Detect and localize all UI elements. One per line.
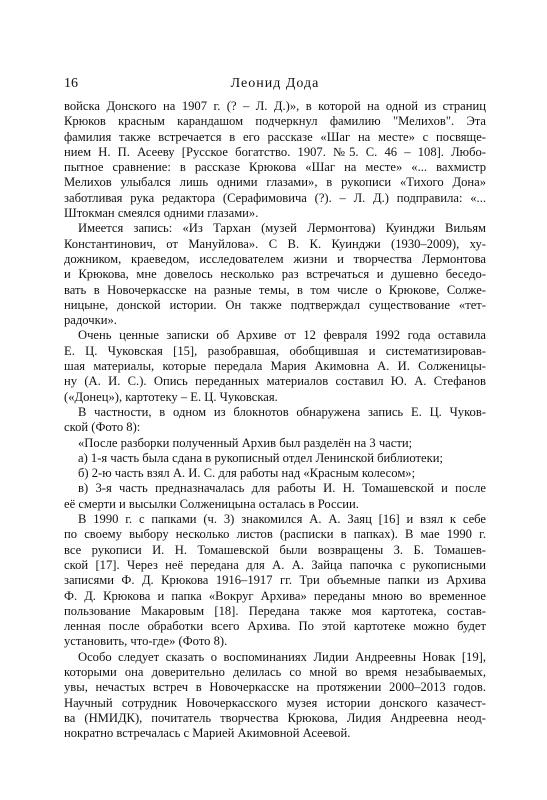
text-line: нократно встречалась с Марией Акимовной Асеевой. [64,726,351,741]
text-line: её смерти и высылки Солженицына осталась в России. [64,496,359,511]
text-line: увы, нечастых встреч в Новочеркасске на протяжении 2000–2013 годов. [64,680,486,695]
text-line: Е. Ц. Чуковская [15], разобравшая, обобщившая и систематизировав- [64,343,486,358]
text-line: записями Ф. Д. Крюкова 1916–1917 гг. Три объемные папки из Архива [64,573,486,588]
text-line: ну (А. И. С.). Опись переданных материалов составил Ю. А. Стефанов [64,374,486,389]
page-number: 16 [64,76,78,91]
text-line: Константинович, от Мануйлова». С В. К. Куинджи (1930–2009), ху- [64,236,486,251]
text-line: Мелихов улыбался лишь одними глазами», в рукописи «Тихого Дона» [64,175,486,190]
text-line: пользование Макаровым [18]. Передана также моя картотека, состав- [64,603,486,618]
text-line: Научный сотрудник Новочеркасского музея истории донского казачест- [64,695,486,710]
text-line: б) 2-ю часть взял А. И. С. для работы над «Красным колесом»; [78,466,416,481]
paragraph [64,436,486,512]
paragraph [64,512,486,650]
text-line: Имеется запись: «Из Тархан (музей Лермонтова) Куинджи Вильям [78,221,486,236]
text-line: ской (Фото 8): [64,420,141,435]
text-line: «После разборки полученный Архив был разделён на 3 части; [78,435,413,450]
page-header [64,76,486,96]
book-page [64,76,486,741]
text-line: радочки». [64,313,117,328]
paragraph [64,221,486,328]
text-line: ницыне, донской истории. Он также подтверждал существование «тет- [64,297,486,312]
paragraph [64,99,486,221]
text-line: Очень ценные записки об Архиве от 12 февраля 1992 года оставила [78,328,486,343]
paragraph [64,650,486,742]
text-line: войска Донского на 1907 г. (? – Л. Д.)», в которой на одной из страниц [64,99,486,113]
text-line: шая материалы, которые передала Мария Акимовна А. И. Солженицы- [64,359,486,374]
text-line: все рукописи И. Н. Томашевской были возвращены З. Б. Томашев- [64,542,486,557]
text-line: Ф. Д. Крюкова и папка «Вокруг Архива» переданы мною во временное [64,588,486,603]
text-line: вать в Новочеркасске на разные темы, в том числе о Крюкове, Солже- [64,282,486,297]
text-line: ва (НМИДК), почитатель творчества Крюкова, Лидия Андреевна неод- [64,710,486,725]
paragraph [64,328,486,404]
text-line: В 1990 г. с папками (ч. 3) знакомился А. А. Заяц [16] и взял к себе [78,512,486,527]
text-line: Штокман смеялся одними глазами». [64,206,259,221]
text-line: фамилия также встречается в его рассказе «Шаг на месте» с посвяще- [64,129,486,144]
text-line: ской [17]. Через неё передана для А. А. Зайца папочка с рукописными [64,557,486,572]
text-line: Крюков красным карандашом подчеркнул фамилию "Мелихов". Эта [64,114,486,129]
text-line: Особо следует сказать о воспоминаниях Лидии Андреевны Новак [19], [78,649,486,664]
text-line: пытное сравнение: в рассказе Крюкова «Шаг на месте» «... вахмистр [64,160,486,175]
text-line: и Крюкова, мне довелось несколько раз встречаться и душевно беседо- [64,267,486,282]
text-line: («Донец»), картотеку – Е. Ц. Чуковская. [64,389,278,404]
text-line: по своему выбору несколько листов (расписки в папках). В мае 1990 г. [64,527,486,542]
text-line: нием Н. П. Асееву [Русское богатство. 1907. №5. С. 46 – 108]. Любо- [64,144,486,159]
text-line: установить, что-где» (Фото 8). [64,634,228,649]
running-title: Леонид Дода [230,76,320,91]
text-line: заботливая рука редактора (Серафимовича (?). – Л. Д.) подправила: «... [64,190,486,205]
text-line: в) 3-я часть предназначалась для работы И. Н. Томашевской и после [78,481,486,496]
text-line: а) 1-я часть была сдана в рукописный отдел Ленинской библиотеки; [78,450,443,465]
text-line: ленная после обработки всего Архива. По этой картотеке можно будет [64,619,486,634]
text-line: которыми она доверительно делилась со мной во время незабываемых, [64,664,486,679]
text-line: В частности, в одном из блокнотов обнаружена запись Е. Ц. Чуков- [78,404,486,419]
paragraph [64,405,486,436]
text-line: дожником, краеведом, исследователем жизни и творчества Лермонтова [64,251,486,266]
body-text [64,99,486,741]
